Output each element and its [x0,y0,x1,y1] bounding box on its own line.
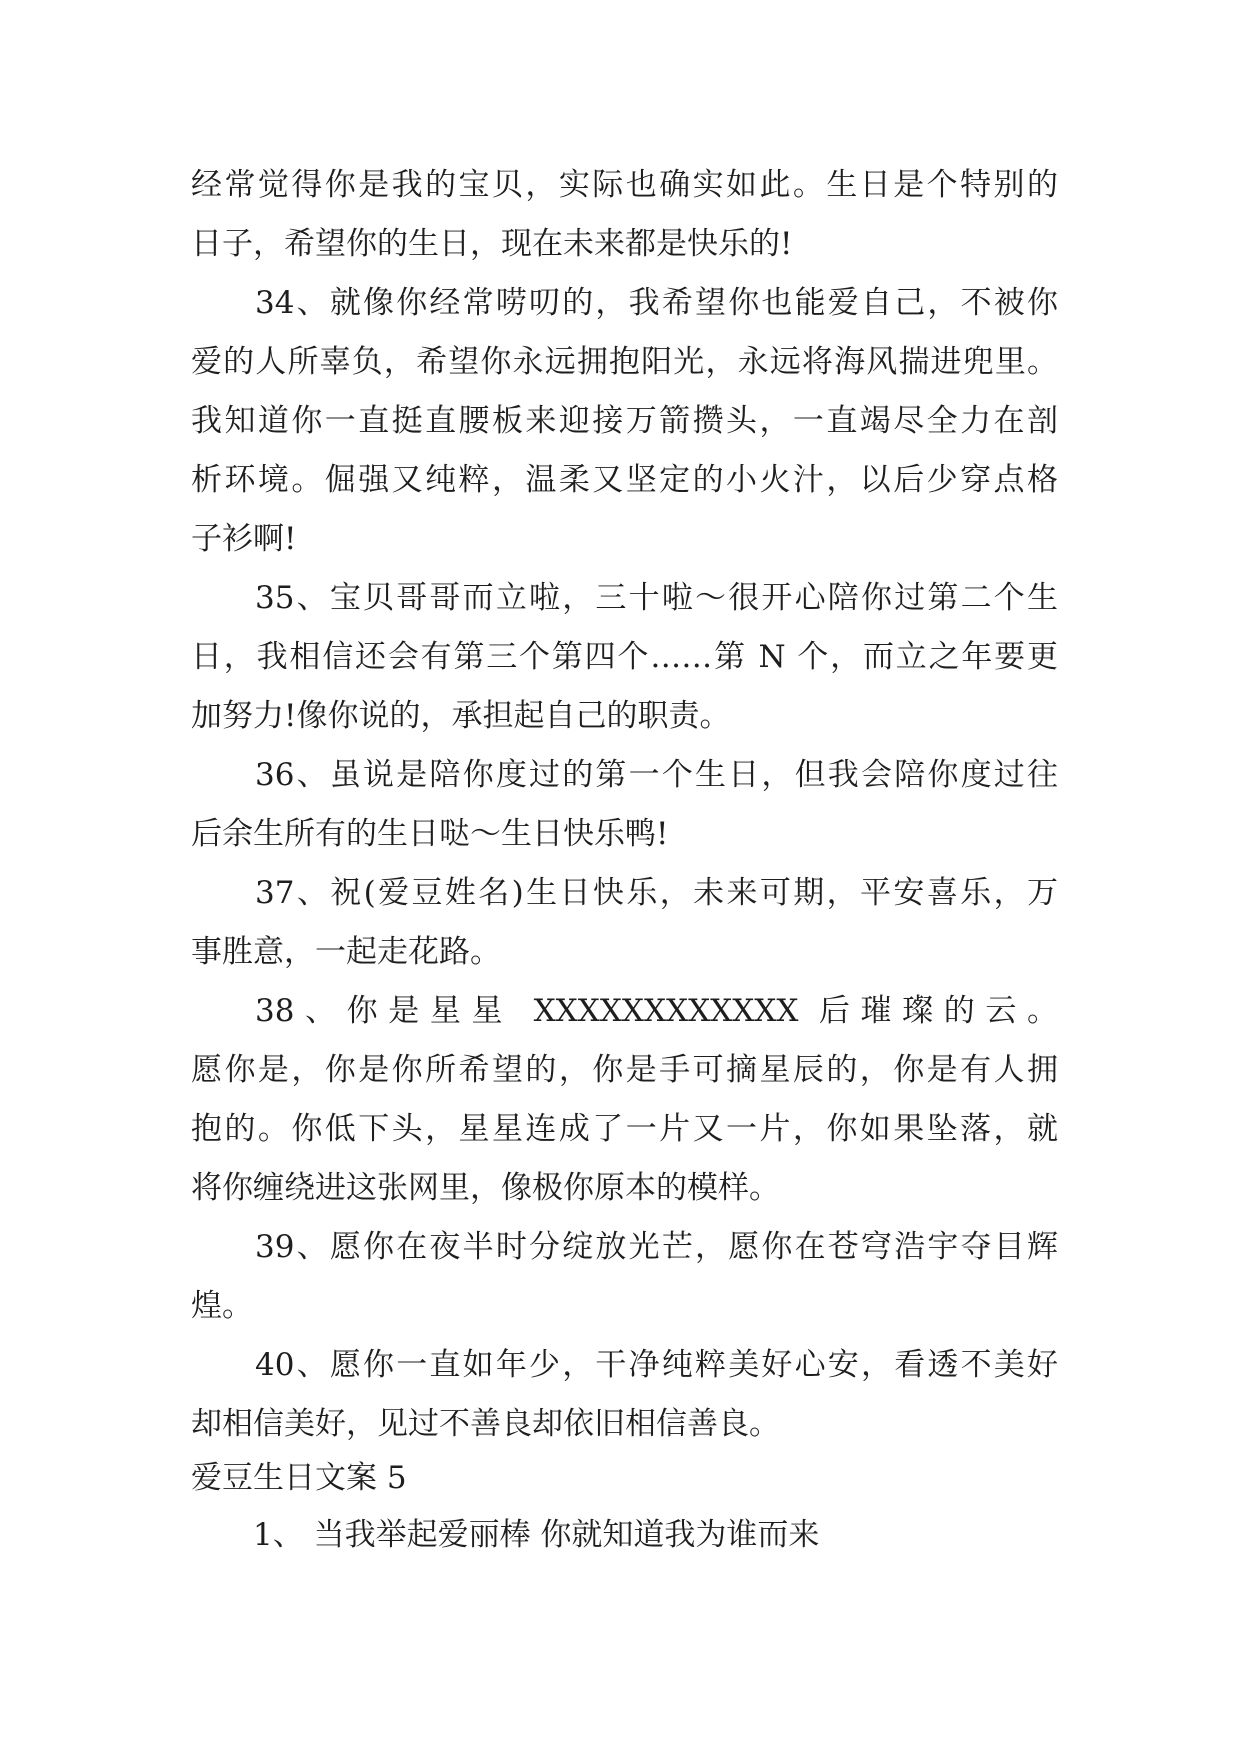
document-page [191,156,1058,1568]
text-line: 将你缠绕进这张网里，像极你原本的模样。 [191,1170,780,1206]
paragraph [191,1218,1058,1336]
text-line: 39、愿你在夜半时分绽放光芒，愿你在苍穹浩宇夺目辉 [255,1229,1058,1265]
paragraph [191,156,1058,274]
text-line: 析环境。倔强又纯粹，温柔又坚定的小火汁，以后少穿点格 [191,462,1058,498]
paragraph [191,1502,1058,1568]
paragraph [191,746,1058,864]
text-line: 38、你是星星 XXXXXXXXXXXX 后璀璨的云。 [255,993,1058,1029]
text-line: 愿你是，你是你所希望的，你是手可摘星辰的，你是有人拥 [191,1052,1058,1088]
text-line: 我知道你一直挺直腰板来迎接万箭攒头，一直竭尽全力在剖 [191,403,1058,439]
text-line: 日，我相信还会有第三个第四个……第 N 个，而立之年要更 [191,639,1058,675]
text-line: 35、宝贝哥哥而立啦，三十啦～很开心陪你过第二个生 [255,580,1058,616]
paragraph [191,982,1058,1218]
paragraph [191,569,1058,746]
text-line: 爱的人所辜负，希望你永远拥抱阳光，永远将海风揣进兜里。 [191,344,1058,380]
paragraph [191,1336,1058,1454]
text-line: 煌。 [191,1288,253,1324]
text-line: 加努力!像你说的，承担起自己的职责。 [191,698,731,734]
text-line: 34、就像你经常唠叨的，我希望你也能爱自己，不被你 [255,285,1058,321]
text-line: 却相信美好，见过不善良却依旧相信善良。 [191,1406,780,1442]
text-line: 1、 当我举起爱丽棒 你就知道我为谁而来 [253,1517,820,1553]
text-line: 抱的。你低下头，星星连成了一片又一片，你如果坠落，就 [191,1111,1058,1147]
text-line: 日子，希望你的生日，现在未来都是快乐的! [191,226,793,262]
paragraph [191,864,1058,982]
text-line: 37、祝(爱豆姓名)生日快乐，未来可期，平安喜乐，万 [255,875,1058,911]
text-line: 40、愿你一直如年少，干净纯粹美好心安，看透不美好 [255,1347,1058,1383]
text-line: 后余生所有的生日哒～生日快乐鸭! [191,816,669,852]
text-line: 经常觉得你是我的宝贝，实际也确实如此。生日是个特别的 [191,167,1058,203]
text-line: 36、虽说是陪你度过的第一个生日，但我会陪你度过往 [255,757,1058,793]
section-body [191,1502,1058,1568]
section-heading: 爱豆生日文案 5 [191,1460,407,1496]
text-line: 子衫啊! [191,521,297,557]
text-line: 事胜意，一起走花路。 [191,934,501,970]
paragraph [191,274,1058,569]
